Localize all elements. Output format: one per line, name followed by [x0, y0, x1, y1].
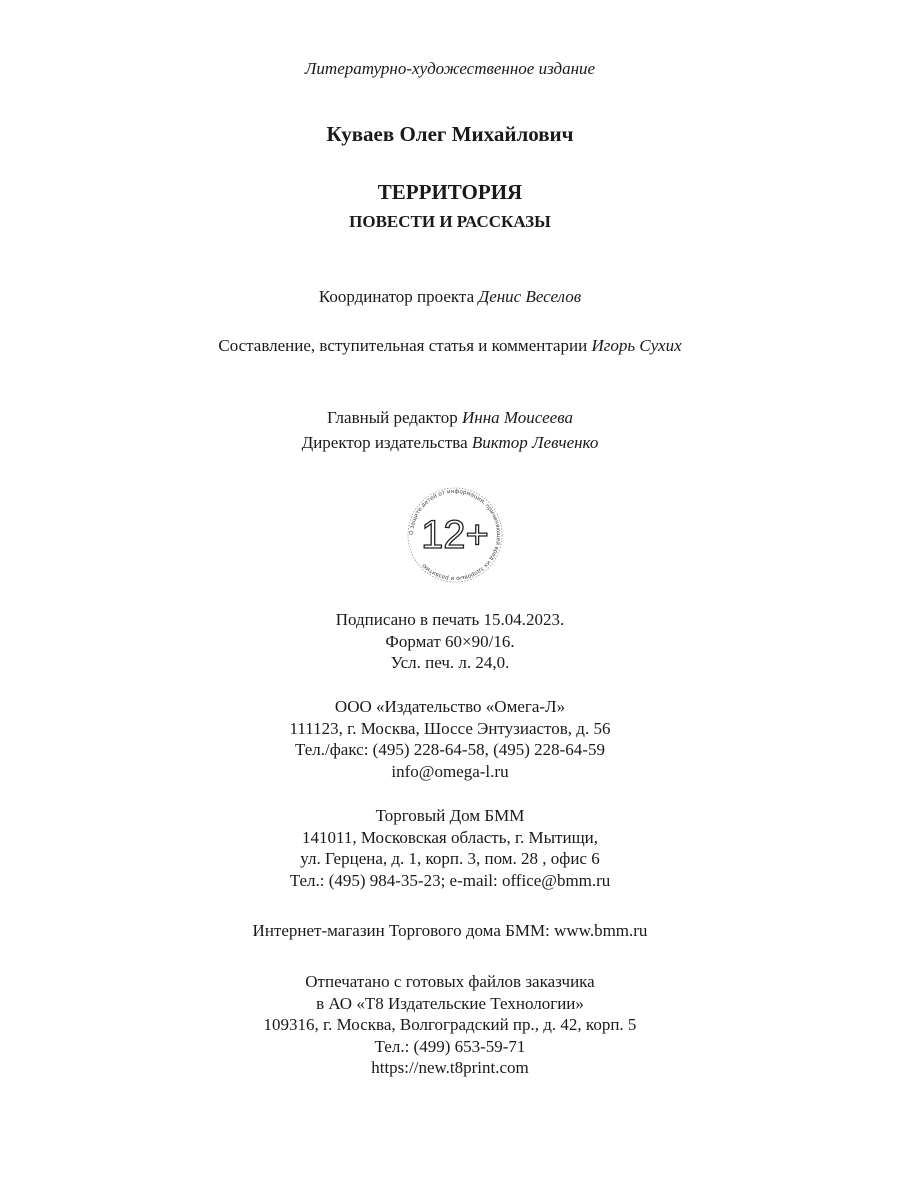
publisher-line: 111123, г. Москва, Шоссе Энтузиастов, д. 56 [289, 718, 611, 738]
compiler-role: Составление, вступительная статья и комментарии [218, 336, 588, 355]
director-credit [0, 432, 900, 454]
coordinator-name: Денис Веселов [478, 287, 582, 306]
coordinator-role: Координатор проекта [318, 287, 475, 306]
author-name: Куваев Олег Михайлович [326, 122, 574, 146]
printer-line: Тел.: (499) 653-59-71 [374, 1036, 526, 1056]
online-store-line: Интернет-магазин Торгового дома БММ: www.bmm.ru [252, 921, 648, 940]
print-info-line: Усл. печ. л. 24,0. [390, 653, 510, 672]
chief-editor-credit [0, 407, 900, 429]
distributor-line: Торговый Дом БММ [375, 806, 525, 825]
printer-line: 109316, г. Москва, Волгоградский пр., д. 42, корп. 5 [263, 1015, 637, 1034]
printer-line: https://new.t8print.com [371, 1058, 529, 1077]
age-rating-label: 12+ [421, 513, 489, 557]
print-info-line: Подписано в печать 15.04.2023. [335, 610, 565, 629]
compiler-credit [0, 335, 900, 357]
publisher-line: ООО «Издательство «Омега-Л» [334, 697, 566, 716]
chief-editor-name: Инна Моисеева [461, 408, 573, 427]
printer-line: Отпечатано с готовых файлов заказчика [305, 972, 595, 991]
printer-line: в АО «Т8 Издательские Технологии» [316, 993, 584, 1013]
age-rating-badge [398, 487, 512, 583]
director-name: Виктор Левченко [471, 433, 599, 452]
print-info-line: Формат 60×90/16. [385, 631, 515, 651]
edition-type: Литературно-художественное издание [304, 59, 596, 78]
director-role: Директор издательства [301, 433, 468, 452]
chief-editor-role: Главный редактор [327, 408, 458, 427]
distributor-line: 141011, Московская область, г. Мытищи, [301, 827, 599, 847]
publisher-line: info@omega-l.ru [391, 761, 509, 781]
age-rating-ring-text: О защите детей от информации, причиняющей вред их здоровью и развитию [408, 488, 502, 582]
distributor-line: Тел.: (495) 984-35-23; e-mail: office@bmm.ru [289, 870, 611, 890]
compiler-name: Игорь Сухих [591, 336, 682, 355]
book-subtitle: ПОВЕСТИ И РАССКАЗЫ [349, 212, 551, 231]
coordinator-credit [0, 286, 900, 308]
book-title: ТЕРРИТОРИЯ [377, 180, 523, 204]
publisher-line: Тел./факс: (495) 228-64-58, (495) 228-64-59 [295, 740, 605, 759]
distributor-line: ул. Герцена, д. 1, корп. 3, пом. 28 , офис 6 [300, 849, 600, 868]
